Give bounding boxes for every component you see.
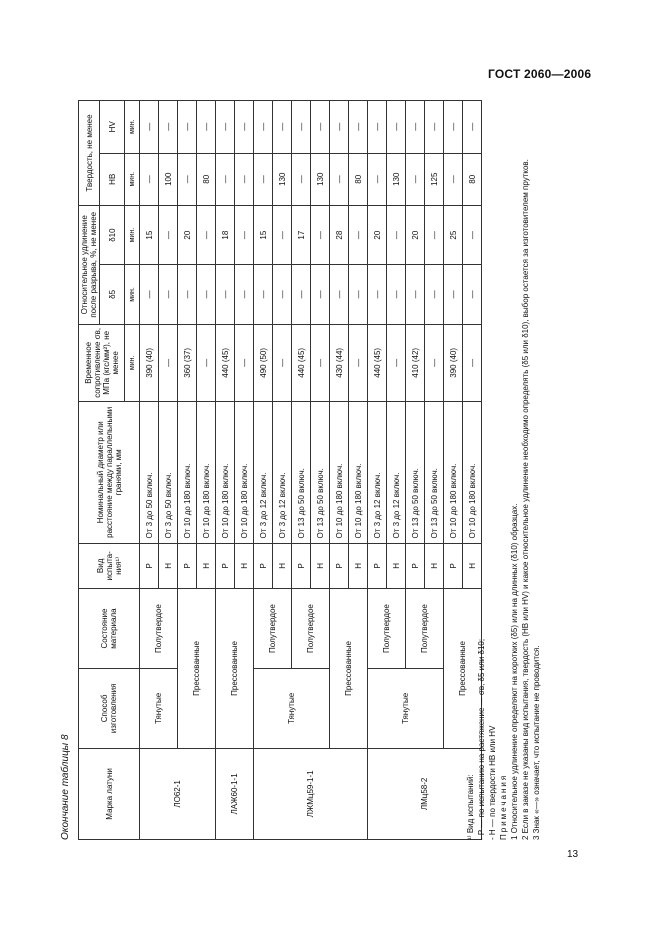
cell-hv: — [140, 101, 159, 154]
note-3: 3 Знак «—» означает, что испытание не проводится. [532, 645, 541, 840]
cell-state: Полутвердое [140, 589, 178, 669]
cell-method: Прессованные [216, 589, 254, 749]
cell-diameter: От 13 до 50 включ. [425, 402, 444, 543]
cell-test: Р [216, 543, 235, 589]
cell-hb: — [235, 153, 254, 205]
cell-test: Р [178, 543, 197, 589]
cell-state: Полутвердое [292, 589, 330, 669]
cell-d5: — [387, 265, 406, 324]
unit-min: мин. [125, 205, 140, 264]
cell-strength: — [273, 324, 292, 402]
cell-strength: 390 (40) [444, 324, 463, 402]
table-continuation-title: Окончание таблицы 8 [60, 734, 71, 840]
cell-hv: — [178, 101, 197, 154]
cell-grade: ЛМц58-2 [368, 748, 482, 839]
cell-strength: 490 (50) [254, 324, 273, 402]
notes-title: Примечания [499, 773, 508, 840]
header-delta10: δ10 [100, 205, 125, 264]
cell-diameter: От 3 до 12 включ. [254, 402, 273, 543]
cell-diameter: От 3 до 50 включ. [159, 402, 178, 543]
cell-d5: — [140, 265, 159, 324]
cell-test: Р [444, 543, 463, 589]
cell-test: Н [235, 543, 254, 589]
cell-test: Р [292, 543, 311, 589]
cell-strength: — [387, 324, 406, 402]
header-diameter: Номинальный диаметр или расстояние между параллельными гранями, мм [79, 402, 140, 543]
cell-test: Р [406, 543, 425, 589]
cell-test: Н [349, 543, 368, 589]
cell-hv: — [425, 101, 444, 154]
cell-hb: — [406, 153, 425, 205]
cell-hb: 100 [159, 153, 178, 205]
cell-diameter: От 10 до 180 включ. [178, 402, 197, 543]
cell-grade: ЛАЖ60-1-1 [216, 748, 254, 839]
cell-d5: — [254, 265, 273, 324]
table-row [140, 101, 159, 840]
cell-hb: — [254, 153, 273, 205]
cell-diameter: От 10 до 180 включ. [330, 402, 349, 543]
cell-d10: 15 [140, 205, 159, 264]
note-1: 1 Относительное удлинение определяют на коротких (δ5) или на длинных (δ10) образцах. [510, 503, 519, 840]
footnote-test-p: - Р — по испытанию на растяжение — σв, δ5 или δ10; [477, 638, 486, 840]
cell-strength: 440 (45) [216, 324, 235, 402]
cell-strength: 440 (45) [292, 324, 311, 402]
cell-test: Н [273, 543, 292, 589]
cell-d10: 18 [216, 205, 235, 264]
cell-method: Тянутые [368, 668, 444, 748]
cell-state: Полутвердое [254, 589, 292, 669]
cell-hv: — [197, 101, 216, 154]
cell-d10: 25 [444, 205, 463, 264]
cell-state: Полутвердое [368, 589, 406, 669]
cell-hv: — [216, 101, 235, 154]
cell-test: Р [330, 543, 349, 589]
cell-d10: — [235, 205, 254, 264]
table-row [178, 101, 197, 840]
table-row [254, 101, 273, 840]
cell-hv: — [406, 101, 425, 154]
cell-hb: 80 [463, 153, 482, 205]
cell-hv: — [311, 101, 330, 154]
cell-d10: 15 [254, 205, 273, 264]
cell-hb: 80 [349, 153, 368, 205]
header-test-type: Вид испыта-ния¹⁾ [79, 543, 140, 589]
cell-diameter: От 3 до 50 включ. [140, 402, 159, 543]
cell-hv: — [387, 101, 406, 154]
cell-diameter: От 10 до 180 включ. [349, 402, 368, 543]
cell-d5: — [368, 265, 387, 324]
cell-strength: — [197, 324, 216, 402]
cell-d5: — [235, 265, 254, 324]
cell-strength: 390 (40) [140, 324, 159, 402]
header-state: Состояние материала [79, 589, 140, 669]
cell-d10: 28 [330, 205, 349, 264]
header-hardness: Твердость, не менее [79, 101, 100, 206]
cell-test: Н [463, 543, 482, 589]
cell-hb: — [216, 153, 235, 205]
cell-diameter: От 13 до 50 включ. [311, 402, 330, 543]
cell-d10: 20 [406, 205, 425, 264]
header-grade: Марка латуни [79, 748, 140, 839]
cell-strength: — [463, 324, 482, 402]
cell-method: Тянутые [140, 668, 178, 748]
cell-diameter: От 10 до 180 включ. [216, 402, 235, 543]
cell-hv: — [292, 101, 311, 154]
cell-d10: — [197, 205, 216, 264]
cell-test: Р [140, 543, 159, 589]
page-number: 13 [567, 849, 579, 860]
header-strength: Временное сопротивление σв, МПа (кгс/мм²), не менее [79, 324, 125, 402]
cell-diameter: От 10 до 180 включ. [235, 402, 254, 543]
cell-hb: — [330, 153, 349, 205]
cell-d5: — [330, 265, 349, 324]
header-elongation: Относительное удлинение после разрыва, %, не менее [79, 205, 100, 324]
cell-diameter: От 10 до 180 включ. [444, 402, 463, 543]
cell-hb: — [444, 153, 463, 205]
cell-test: Н [159, 543, 178, 589]
cell-d10: — [387, 205, 406, 264]
cell-d5: — [311, 265, 330, 324]
unit-min: мин. [125, 265, 140, 324]
cell-strength: 410 (42) [406, 324, 425, 402]
note-2: 2 Если в заказе не указаны вид испытания, твердость (НВ или HV) и какое относительное удлинение необходимо определять (δ5 или δ10), выбор остается за изготовителем прутков. [521, 159, 530, 840]
table-notes [465, 100, 542, 840]
table-row [216, 101, 235, 840]
cell-strength: — [311, 324, 330, 402]
cell-hv: — [349, 101, 368, 154]
cell-d10: — [273, 205, 292, 264]
cell-diameter: От 3 до 12 включ. [368, 402, 387, 543]
cell-diameter: От 10 до 180 включ. [197, 402, 216, 543]
cell-strength: 430 (44) [330, 324, 349, 402]
header-delta5: δ5 [100, 265, 125, 324]
cell-d10: — [349, 205, 368, 264]
cell-test: Р [254, 543, 273, 589]
cell-test: Н [311, 543, 330, 589]
footnote-test-types-title: ¹⁾ Вид испытаний: [466, 774, 475, 840]
cell-hv: — [330, 101, 349, 154]
cell-hv: — [444, 101, 463, 154]
cell-hb: — [178, 153, 197, 205]
cell-d5: — [425, 265, 444, 324]
cell-hv: — [235, 101, 254, 154]
cell-hb: 130 [387, 153, 406, 205]
cell-hb: — [368, 153, 387, 205]
cell-grade: ЛЖМц59-1-1 [254, 748, 368, 839]
cell-hv: — [368, 101, 387, 154]
cell-d10: — [425, 205, 444, 264]
page-header-standard: ГОСТ 2060—2006 [488, 67, 592, 81]
cell-d5: — [273, 265, 292, 324]
cell-strength: — [235, 324, 254, 402]
cell-d10: 17 [292, 205, 311, 264]
table-row [368, 101, 387, 840]
cell-d10: — [159, 205, 178, 264]
cell-hv: — [254, 101, 273, 154]
unit-min: мин. [125, 101, 140, 154]
cell-d5: — [406, 265, 425, 324]
cell-d10: — [311, 205, 330, 264]
cell-diameter: От 3 до 12 включ. [273, 402, 292, 543]
cell-d10: 20 [178, 205, 197, 264]
cell-strength: — [425, 324, 444, 402]
cell-d5: — [178, 265, 197, 324]
cell-state: Полутвердое [406, 589, 444, 669]
header-method: Способ изготовления [79, 668, 140, 748]
cell-hv: — [159, 101, 178, 154]
cell-d5: — [444, 265, 463, 324]
cell-test: Н [425, 543, 444, 589]
unit-min: мин. [125, 324, 140, 402]
cell-strength: — [159, 324, 178, 402]
cell-method: Прессованные [444, 589, 482, 749]
cell-grade: ЛО62-1 [140, 748, 216, 839]
cell-d5: — [349, 265, 368, 324]
cell-strength: 440 (45) [368, 324, 387, 402]
footnote-test-h: - Н — по твердости НВ или HV [488, 725, 497, 840]
cell-strength: 360 (37) [178, 324, 197, 402]
cell-hb: 125 [425, 153, 444, 205]
cell-test: Р [368, 543, 387, 589]
cell-d10: 20 [368, 205, 387, 264]
header-hb: НВ [100, 153, 125, 205]
cell-d5: — [197, 265, 216, 324]
cell-d5: — [292, 265, 311, 324]
cell-test: Н [197, 543, 216, 589]
table-8 [78, 100, 482, 840]
cell-hb: — [292, 153, 311, 205]
header-hv: HV [100, 101, 125, 154]
cell-d5: — [463, 265, 482, 324]
cell-hb: 130 [273, 153, 292, 205]
cell-d5: — [159, 265, 178, 324]
cell-diameter: От 13 до 50 включ. [406, 402, 425, 543]
cell-method: Прессованные [330, 589, 368, 749]
cell-hb: 80 [197, 153, 216, 205]
cell-diameter: От 10 до 180 включ. [463, 402, 482, 543]
cell-d10: — [463, 205, 482, 264]
unit-min: мин. [125, 153, 140, 205]
cell-method: Прессованные [178, 589, 216, 749]
cell-d5: — [216, 265, 235, 324]
cell-diameter: От 3 до 12 включ. [387, 402, 406, 543]
table-row [330, 101, 349, 840]
table-row [444, 101, 463, 840]
cell-hv: — [273, 101, 292, 154]
cell-hb: 130 [311, 153, 330, 205]
cell-strength: — [349, 324, 368, 402]
cell-hv: — [463, 101, 482, 154]
cell-method: Тянутые [254, 668, 330, 748]
cell-hb: — [140, 153, 159, 205]
cell-test: Н [387, 543, 406, 589]
cell-diameter: От 13 до 50 включ. [292, 402, 311, 543]
rotated-table-page [60, 100, 605, 840]
